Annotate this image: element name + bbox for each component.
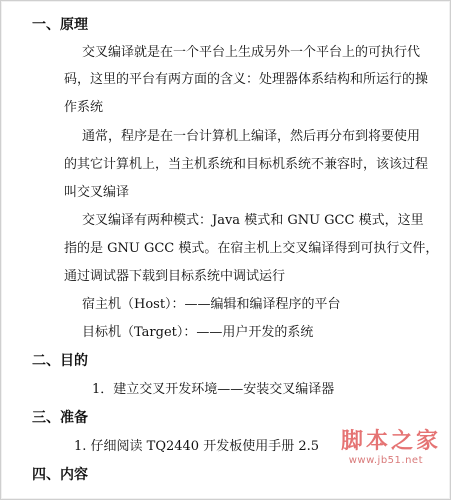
section-heading-principle: 一、原理 <box>32 17 88 33</box>
principle-paragraph-3-line-3: 通过调试器下载到目标系统中调试运行 <box>64 269 286 284</box>
section-heading-goal: 二、目的 <box>32 353 88 369</box>
principle-paragraph-3-line-2: 指的是 GNU GCC 模式。在宿主机上交叉编译得到可执行文件， <box>64 241 439 256</box>
principle-paragraph-2-line-3: 叫交叉编译 <box>64 185 130 200</box>
host-definition: 宿主机（Host）：——编辑和编译程序的平台 <box>82 297 341 312</box>
principle-paragraph-1-line-2: 码，这里的平台有两方面的含义：处理器体系结构和所运行的操 <box>64 72 429 87</box>
principle-paragraph-3-line-1: 交叉编译有两种模式：Java 模式和 GNU GCC 模式，这里 <box>82 213 424 228</box>
target-definition: 目标机（Target）：——用户开发的系统 <box>82 325 314 340</box>
principle-paragraph-1-line-3: 作系统 <box>64 100 104 115</box>
watermark-url: www.jb51.net <box>348 455 423 466</box>
site-watermark <box>301 424 441 484</box>
goal-item-1: 1．建立交叉开发环境——安装交叉编译器 <box>92 382 335 397</box>
principle-paragraph-2-line-2: 的其它计算机上，当主机系统和目标机系统不兼容时，该该过程 <box>64 157 429 172</box>
principle-paragraph-1-line-1: 交叉编译就是在一个平台上生成另外一个平台上的可执行代 <box>82 45 421 60</box>
principle-paragraph-2-line-1: 通常，程序是在一台计算机上编译，然后再分布到将要使用 <box>82 129 421 144</box>
section-heading-prepare: 三、准备 <box>32 410 88 426</box>
prepare-item-1: 1. 仔细阅读 TQ2440 开发板使用手册 2.5 <box>74 439 320 454</box>
watermark-title: 脚本之家 <box>340 429 441 454</box>
section-heading-content: 四、内容 <box>32 467 88 483</box>
